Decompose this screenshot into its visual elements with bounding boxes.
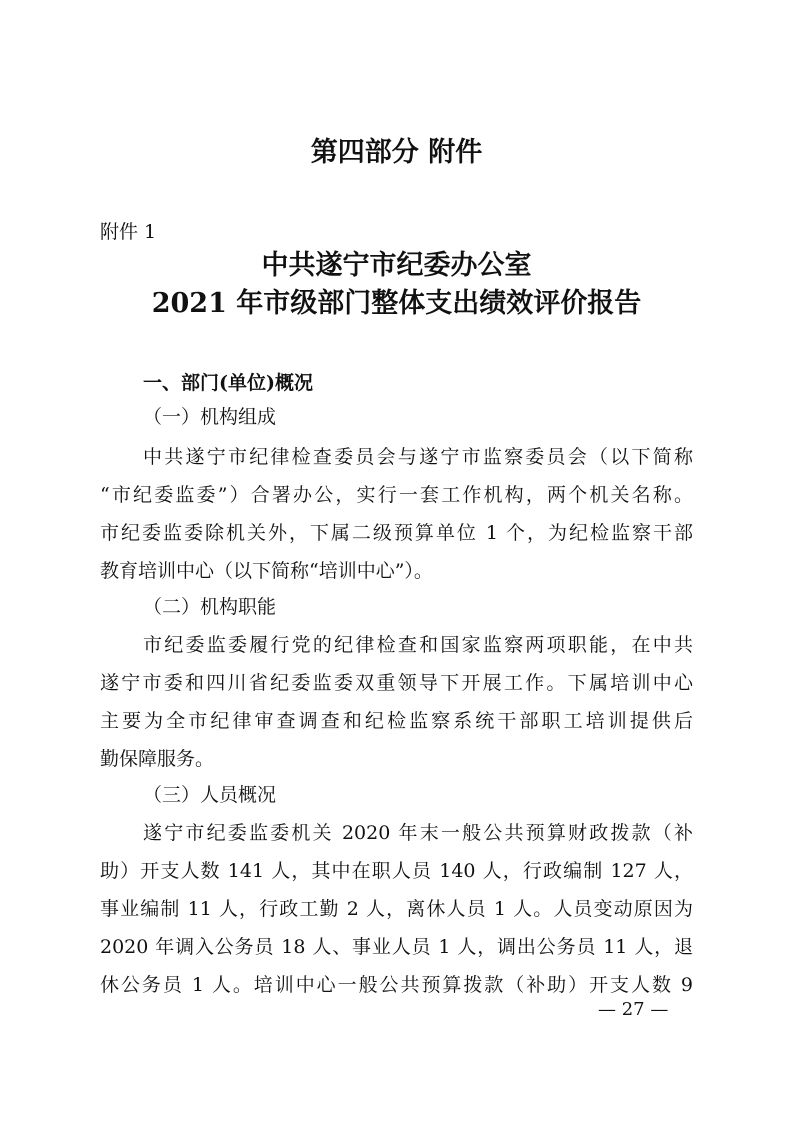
section-heading-overview: 一、部门(单位)概况	[143, 372, 313, 394]
paragraph-line: 遂宁市委和四川省纪委监委双重领导下开展工作。下属培训中心	[100, 672, 693, 694]
attachment-label: 附件 1	[100, 221, 157, 243]
report-title-line-1: 中共遂宁市纪委办公室	[261, 250, 532, 281]
paragraph-line: 事业编制 11 人，行政工勤 2 人，离休人员 1 人。人员变动原因为	[100, 898, 693, 920]
subsection-heading-organization: （一）机构组成	[143, 406, 277, 428]
page-number: — 27 —	[598, 999, 669, 1020]
paragraph-line: 勤保障服务。	[100, 748, 215, 770]
paragraph-line: 中共遂宁市纪律检查委员会与遂宁市监察委员会（以下简称	[143, 446, 693, 468]
paragraph-line: 市纪委监委除机关外，下属二级预算单位 1 个，为纪检监察干部	[100, 522, 693, 544]
report-title-line-2: 2021 年市级部门整体支出绩效评价报告	[151, 288, 642, 319]
subsection-heading-personnel: （三）人员概况	[143, 784, 277, 806]
paragraph-line: 主要为全市纪律审查调查和纪检监察系统干部职工培训提供后	[100, 710, 693, 732]
paragraph-line: 2020 年调入公务员 18 人、事业人员 1 人，调出公务员 11 人，退	[100, 936, 693, 958]
paragraph-line: “市纪委监委”）合署办公，实行一套工作机构，两个机关名称。	[100, 484, 693, 506]
paragraph-line: 市纪委监委履行党的纪律检查和国家监察两项职能，在中共	[143, 634, 693, 656]
part-title: 第四部分 附件	[310, 137, 483, 168]
paragraph-line: 教育培训中心（以下简称“培训中心”）。	[100, 560, 433, 582]
paragraph-line: 遂宁市纪委监委机关 2020 年末一般公共预算财政拨款（补	[143, 822, 693, 844]
paragraph-line: 助）开支人数 141 人，其中在职人员 140 人，行政编制 127 人，	[100, 860, 693, 882]
subsection-heading-functions: （二）机构职能	[143, 596, 277, 618]
paragraph-line: 休公务员 1 人。培训中心一般公共预算拨款（补助）开支人数 9	[100, 974, 693, 996]
